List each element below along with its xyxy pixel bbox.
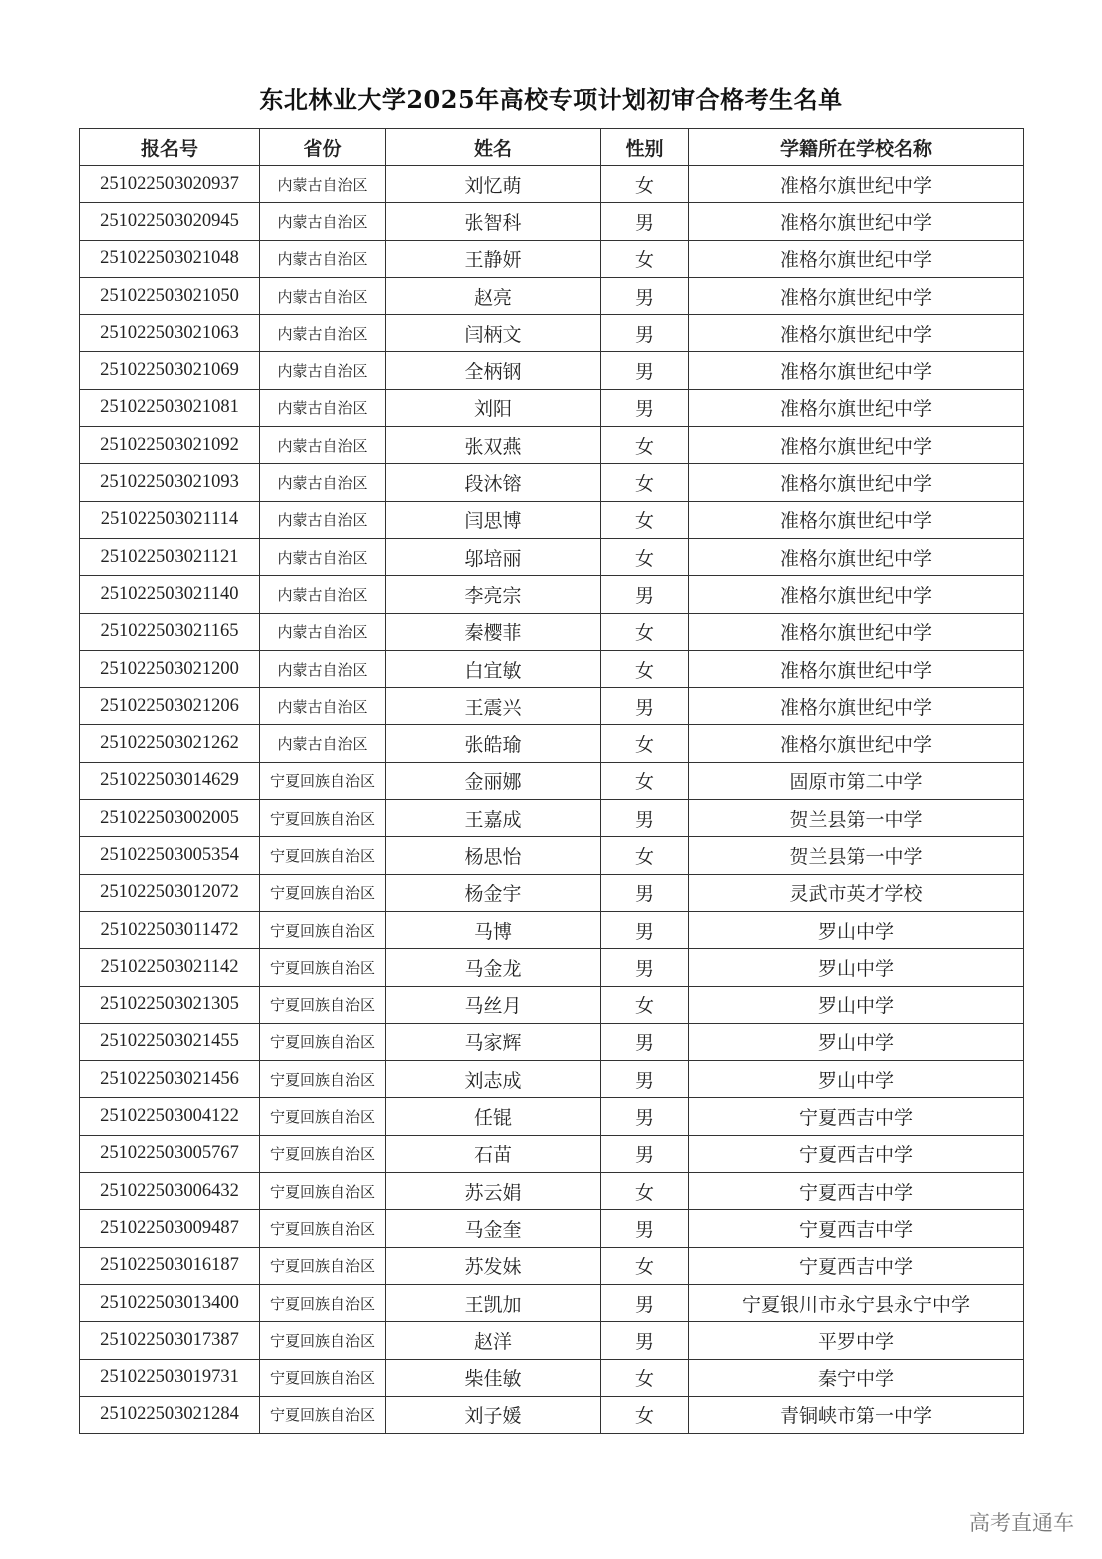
school-cell: 准格尔旗世纪中学 [689, 538, 1024, 575]
registration-number-cell: 251022503009487 [80, 1210, 260, 1247]
school-cell: 罗山中学 [689, 911, 1024, 948]
gender-cell: 女 [601, 1396, 689, 1433]
registration-number-cell: 251022503006432 [80, 1173, 260, 1210]
province-cell: 内蒙古自治区 [260, 427, 386, 464]
province-cell: 内蒙古自治区 [260, 725, 386, 762]
school-cell: 宁夏西吉中学 [689, 1098, 1024, 1135]
gender-cell: 女 [601, 613, 689, 650]
name-cell: 刘阳 [386, 389, 601, 426]
province-cell: 宁夏回族自治区 [260, 1023, 386, 1060]
school-cell: 贺兰县第一中学 [689, 800, 1024, 837]
name-cell: 赵洋 [386, 1322, 601, 1359]
registration-number-cell: 251022503021305 [80, 986, 260, 1023]
province-cell: 宁夏回族自治区 [260, 1396, 386, 1433]
name-cell: 苏云娟 [386, 1173, 601, 1210]
province-cell: 宁夏回族自治区 [260, 762, 386, 799]
candidate-table [79, 128, 1024, 1434]
name-cell: 马金龙 [386, 949, 601, 986]
watermark: 高考直通车 [969, 1511, 1074, 1535]
registration-number-cell: 251022503021048 [80, 240, 260, 277]
gender-cell: 女 [601, 1247, 689, 1284]
gender-cell: 女 [601, 166, 689, 203]
name-cell: 张智科 [386, 203, 601, 240]
gender-cell: 女 [601, 837, 689, 874]
province-cell: 宁夏回族自治区 [260, 911, 386, 948]
province-cell: 宁夏回族自治区 [260, 1284, 386, 1321]
gender-cell: 女 [601, 501, 689, 538]
name-cell: 李亮宗 [386, 576, 601, 613]
gender-cell: 男 [601, 277, 689, 314]
registration-number-cell: 251022503021093 [80, 464, 260, 501]
table-row [80, 1247, 1024, 1284]
registration-number-cell: 251022503021262 [80, 725, 260, 762]
school-cell: 固原市第二中学 [689, 762, 1024, 799]
gender-cell: 女 [601, 464, 689, 501]
province-cell: 内蒙古自治区 [260, 501, 386, 538]
registration-number-cell: 251022503021069 [80, 352, 260, 389]
province-cell: 宁夏回族自治区 [260, 1247, 386, 1284]
gender-cell: 男 [601, 315, 689, 352]
school-cell: 准格尔旗世纪中学 [689, 315, 1024, 352]
school-cell: 准格尔旗世纪中学 [689, 240, 1024, 277]
registration-number-cell: 251022503021165 [80, 613, 260, 650]
registration-number-cell: 251022503017387 [80, 1322, 260, 1359]
registration-number-cell: 251022503021114 [80, 501, 260, 538]
table-row [80, 650, 1024, 687]
document-title: 东北林业大学2025年高校专项计划初审合格考生名单 [259, 85, 843, 114]
school-cell: 罗山中学 [689, 949, 1024, 986]
registration-number-cell: 251022503005354 [80, 837, 260, 874]
registration-number-cell: 251022503002005 [80, 800, 260, 837]
school-cell: 准格尔旗世纪中学 [689, 389, 1024, 426]
table-row [80, 1061, 1024, 1098]
table-body [80, 166, 1024, 1434]
school-cell: 准格尔旗世纪中学 [689, 203, 1024, 240]
name-cell: 王震兴 [386, 688, 601, 725]
registration-number-cell: 251022503012072 [80, 874, 260, 911]
school-cell: 平罗中学 [689, 1322, 1024, 1359]
name-cell: 张双燕 [386, 427, 601, 464]
registration-number-cell: 251022503013400 [80, 1284, 260, 1321]
gender-cell: 女 [601, 986, 689, 1023]
header-gender: 性别 [601, 129, 689, 166]
registration-number-cell: 251022503021121 [80, 538, 260, 575]
header-name: 姓名 [386, 129, 601, 166]
gender-cell: 男 [601, 911, 689, 948]
gender-cell: 男 [601, 203, 689, 240]
table-row [80, 1098, 1024, 1135]
province-cell: 内蒙古自治区 [260, 240, 386, 277]
name-cell: 闫柄文 [386, 315, 601, 352]
table-row [80, 315, 1024, 352]
name-cell: 张皓瑜 [386, 725, 601, 762]
name-cell: 刘子媛 [386, 1396, 601, 1433]
name-cell: 刘忆萌 [386, 166, 601, 203]
province-cell: 内蒙古自治区 [260, 688, 386, 725]
table-row [80, 1210, 1024, 1247]
table-row [80, 1396, 1024, 1433]
province-cell: 内蒙古自治区 [260, 352, 386, 389]
name-cell: 秦樱菲 [386, 613, 601, 650]
table-row [80, 1284, 1024, 1321]
gender-cell: 男 [601, 1322, 689, 1359]
province-cell: 宁夏回族自治区 [260, 1135, 386, 1172]
province-cell: 内蒙古自治区 [260, 576, 386, 613]
table-row [80, 501, 1024, 538]
gender-cell: 男 [601, 1135, 689, 1172]
province-cell: 内蒙古自治区 [260, 166, 386, 203]
province-cell: 宁夏回族自治区 [260, 1061, 386, 1098]
registration-number-cell: 251022503004122 [80, 1098, 260, 1135]
table-row [80, 464, 1024, 501]
school-cell: 准格尔旗世纪中学 [689, 650, 1024, 687]
table-row [80, 800, 1024, 837]
name-cell: 马丝月 [386, 986, 601, 1023]
school-cell: 宁夏西吉中学 [689, 1173, 1024, 1210]
school-cell: 准格尔旗世纪中学 [689, 613, 1024, 650]
province-cell: 内蒙古自治区 [260, 650, 386, 687]
school-cell: 准格尔旗世纪中学 [689, 166, 1024, 203]
name-cell: 柴佳敏 [386, 1359, 601, 1396]
gender-cell: 女 [601, 1359, 689, 1396]
table-row [80, 277, 1024, 314]
registration-number-cell: 251022503021140 [80, 576, 260, 613]
name-cell: 石苗 [386, 1135, 601, 1172]
school-cell: 准格尔旗世纪中学 [689, 725, 1024, 762]
registration-number-cell: 251022503020945 [80, 203, 260, 240]
school-cell: 准格尔旗世纪中学 [689, 501, 1024, 538]
name-cell: 刘志成 [386, 1061, 601, 1098]
name-cell: 马博 [386, 911, 601, 948]
table-row [80, 1322, 1024, 1359]
table-row [80, 837, 1024, 874]
header-registration-number: 报名号 [80, 129, 260, 166]
registration-number-cell: 251022503011472 [80, 911, 260, 948]
school-cell: 准格尔旗世纪中学 [689, 576, 1024, 613]
table-row [80, 949, 1024, 986]
school-cell: 秦宁中学 [689, 1359, 1024, 1396]
registration-number-cell: 251022503016187 [80, 1247, 260, 1284]
gender-cell: 男 [601, 1210, 689, 1247]
table-row [80, 576, 1024, 613]
gender-cell: 男 [601, 352, 689, 389]
name-cell: 苏发妹 [386, 1247, 601, 1284]
gender-cell: 女 [601, 538, 689, 575]
school-cell: 准格尔旗世纪中学 [689, 688, 1024, 725]
gender-cell: 男 [601, 1023, 689, 1060]
school-cell: 宁夏西吉中学 [689, 1135, 1024, 1172]
gender-cell: 男 [601, 800, 689, 837]
registration-number-cell: 251022503014629 [80, 762, 260, 799]
school-cell: 罗山中学 [689, 1023, 1024, 1060]
table-row [80, 1135, 1024, 1172]
province-cell: 内蒙古自治区 [260, 464, 386, 501]
header-province: 省份 [260, 129, 386, 166]
name-cell: 段沐镕 [386, 464, 601, 501]
province-cell: 宁夏回族自治区 [260, 874, 386, 911]
school-cell: 灵武市英才学校 [689, 874, 1024, 911]
province-cell: 内蒙古自治区 [260, 203, 386, 240]
name-cell: 杨思怡 [386, 837, 601, 874]
province-cell: 内蒙古自治区 [260, 613, 386, 650]
gender-cell: 女 [601, 725, 689, 762]
name-cell: 全柄钢 [386, 352, 601, 389]
table-row [80, 427, 1024, 464]
province-cell: 内蒙古自治区 [260, 277, 386, 314]
table-row [80, 1359, 1024, 1396]
table-row [80, 986, 1024, 1023]
province-cell: 宁夏回族自治区 [260, 949, 386, 986]
registration-number-cell: 251022503021455 [80, 1023, 260, 1060]
name-cell: 闫思博 [386, 501, 601, 538]
school-cell: 准格尔旗世纪中学 [689, 427, 1024, 464]
school-cell: 准格尔旗世纪中学 [689, 352, 1024, 389]
school-cell: 宁夏银川市永宁县永宁中学 [689, 1284, 1024, 1321]
gender-cell: 男 [601, 688, 689, 725]
gender-cell: 男 [601, 1061, 689, 1098]
registration-number-cell: 251022503021456 [80, 1061, 260, 1098]
registration-number-cell: 251022503021142 [80, 949, 260, 986]
school-cell: 青铜峡市第一中学 [689, 1396, 1024, 1433]
province-cell: 宁夏回族自治区 [260, 1173, 386, 1210]
province-cell: 宁夏回族自治区 [260, 1359, 386, 1396]
gender-cell: 男 [601, 389, 689, 426]
gender-cell: 男 [601, 1284, 689, 1321]
table-row [80, 613, 1024, 650]
province-cell: 内蒙古自治区 [260, 538, 386, 575]
province-cell: 内蒙古自治区 [260, 389, 386, 426]
school-cell: 准格尔旗世纪中学 [689, 464, 1024, 501]
header-school: 学籍所在学校名称 [689, 129, 1024, 166]
gender-cell: 男 [601, 1098, 689, 1135]
name-cell: 邬培丽 [386, 538, 601, 575]
gender-cell: 男 [601, 874, 689, 911]
gender-cell: 女 [601, 762, 689, 799]
table-row [80, 911, 1024, 948]
gender-cell: 女 [601, 650, 689, 687]
table-row [80, 203, 1024, 240]
table-row [80, 762, 1024, 799]
table-row [80, 725, 1024, 762]
gender-cell: 女 [601, 427, 689, 464]
province-cell: 宁夏回族自治区 [260, 1322, 386, 1359]
registration-number-cell: 251022503021200 [80, 650, 260, 687]
table-row [80, 166, 1024, 203]
table-row [80, 1023, 1024, 1060]
province-cell: 宁夏回族自治区 [260, 986, 386, 1023]
table-row [80, 874, 1024, 911]
school-cell: 宁夏西吉中学 [689, 1210, 1024, 1247]
registration-number-cell: 251022503021063 [80, 315, 260, 352]
gender-cell: 男 [601, 949, 689, 986]
name-cell: 王嘉成 [386, 800, 601, 837]
name-cell: 金丽娜 [386, 762, 601, 799]
table-row [80, 1173, 1024, 1210]
name-cell: 马家辉 [386, 1023, 601, 1060]
gender-cell: 女 [601, 240, 689, 277]
gender-cell: 女 [601, 1173, 689, 1210]
registration-number-cell: 251022503021284 [80, 1396, 260, 1433]
table-header-row [80, 129, 1024, 166]
province-cell: 内蒙古自治区 [260, 315, 386, 352]
province-cell: 宁夏回族自治区 [260, 1098, 386, 1135]
registration-number-cell: 251022503021081 [80, 389, 260, 426]
name-cell: 王静妍 [386, 240, 601, 277]
registration-number-cell: 251022503005767 [80, 1135, 260, 1172]
registration-number-cell: 251022503021206 [80, 688, 260, 725]
registration-number-cell: 251022503021092 [80, 427, 260, 464]
registration-number-cell: 251022503019731 [80, 1359, 260, 1396]
name-cell: 王凯加 [386, 1284, 601, 1321]
table-row [80, 538, 1024, 575]
school-cell: 宁夏西吉中学 [689, 1247, 1024, 1284]
school-cell: 准格尔旗世纪中学 [689, 277, 1024, 314]
table-row [80, 240, 1024, 277]
school-cell: 贺兰县第一中学 [689, 837, 1024, 874]
school-cell: 罗山中学 [689, 1061, 1024, 1098]
table-row [80, 352, 1024, 389]
name-cell: 赵亮 [386, 277, 601, 314]
name-cell: 杨金宇 [386, 874, 601, 911]
name-cell: 马金奎 [386, 1210, 601, 1247]
province-cell: 宁夏回族自治区 [260, 1210, 386, 1247]
table-row [80, 389, 1024, 426]
name-cell: 任锟 [386, 1098, 601, 1135]
gender-cell: 男 [601, 576, 689, 613]
province-cell: 宁夏回族自治区 [260, 837, 386, 874]
province-cell: 宁夏回族自治区 [260, 800, 386, 837]
registration-number-cell: 251022503021050 [80, 277, 260, 314]
registration-number-cell: 251022503020937 [80, 166, 260, 203]
school-cell: 罗山中学 [689, 986, 1024, 1023]
name-cell: 白宜敏 [386, 650, 601, 687]
table-row [80, 688, 1024, 725]
